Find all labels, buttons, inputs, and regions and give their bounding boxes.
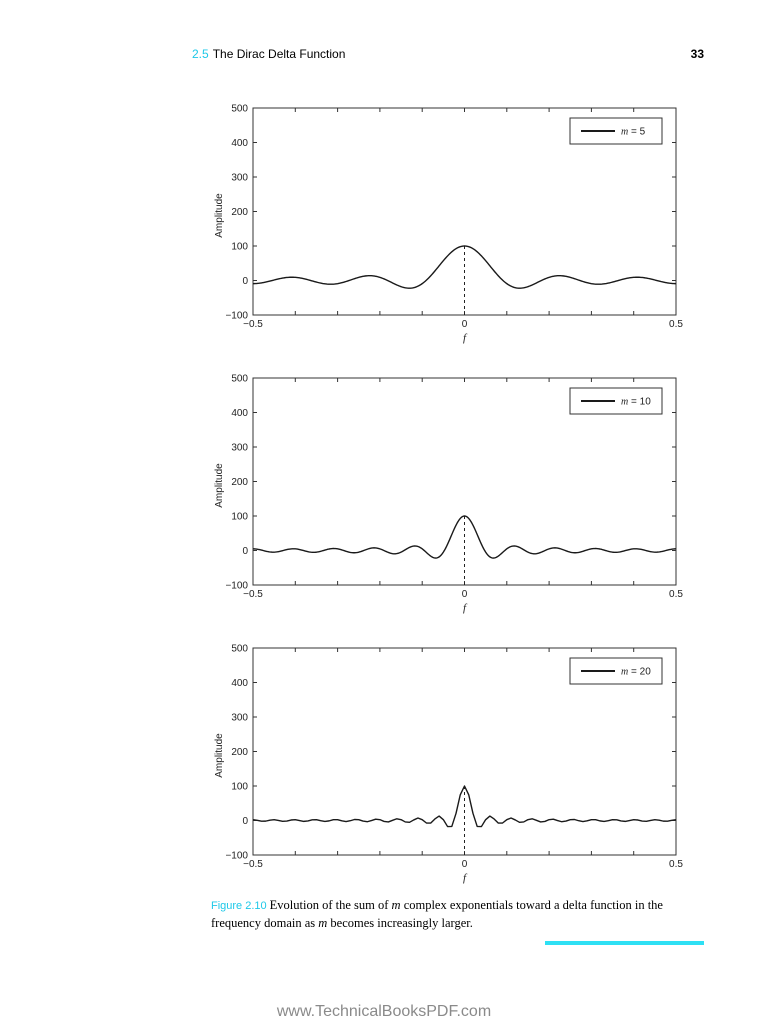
- section-title: The Dirac Delta Function: [212, 47, 346, 61]
- figure-caption: [211, 897, 691, 932]
- caption-text-3: becomes increasingly larger.: [327, 916, 473, 930]
- x-tick-label: 0: [461, 589, 468, 600]
- x-tick-label: −0.5: [243, 589, 263, 600]
- x-tick-label: 0: [461, 319, 468, 330]
- y-tick-label: 500: [231, 373, 248, 385]
- y-axis-label: Amplitude: [214, 463, 225, 508]
- y-tick-label: 100: [231, 241, 248, 253]
- x-tick-label: 0.5: [669, 589, 683, 600]
- chart-m10: [0, 370, 768, 625]
- x-tick-label: 0.5: [669, 319, 683, 330]
- caption-var-1: m: [391, 898, 401, 912]
- legend-var: m: [621, 126, 629, 138]
- figure-label: Figure 2.10: [211, 900, 267, 912]
- legend-value: = 20: [628, 666, 651, 678]
- accent-rule: [545, 941, 704, 945]
- caption-text-2: complex exponentials toward a delta function in the frequency domain as: [211, 898, 663, 930]
- page-number: 33: [690, 47, 704, 61]
- y-tick-label: 400: [231, 138, 248, 149]
- y-tick-label: 100: [231, 781, 248, 793]
- y-tick-label: 500: [231, 103, 248, 115]
- x-tick-label: −0.5: [243, 319, 263, 330]
- y-tick-label: −100: [225, 580, 248, 592]
- y-tick-label: 0: [242, 546, 248, 557]
- chart-m20: [0, 640, 768, 895]
- y-tick-label: −100: [225, 850, 248, 862]
- running-header: [192, 47, 704, 65]
- y-tick-label: 500: [231, 643, 248, 655]
- chart-m5: [0, 100, 768, 355]
- x-tick-label: −0.5: [243, 859, 263, 870]
- y-axis-label: Amplitude: [214, 193, 225, 238]
- y-tick-label: 200: [231, 477, 248, 488]
- x-axis-label: f: [462, 602, 467, 614]
- legend-value: = 10: [628, 396, 651, 408]
- y-tick-label: 300: [231, 172, 248, 184]
- y-tick-label: 0: [242, 816, 248, 827]
- y-tick-label: 300: [231, 712, 248, 724]
- caption-text-1: Evolution of the sum of: [269, 898, 392, 912]
- section-number: 2.5: [192, 47, 209, 61]
- caption-var-2: m: [318, 916, 328, 930]
- y-tick-label: −100: [225, 310, 248, 322]
- x-axis-label: f: [462, 332, 467, 344]
- x-tick-label: 0: [461, 859, 468, 870]
- x-axis-label: f: [462, 872, 467, 884]
- y-tick-label: 0: [242, 276, 248, 287]
- x-tick-label: 0.5: [669, 859, 683, 870]
- y-tick-label: 300: [231, 442, 248, 454]
- legend-label: [621, 397, 651, 408]
- y-axis-label: Amplitude: [214, 733, 225, 778]
- legend-value: = 5: [628, 126, 646, 138]
- legend-var: m: [621, 396, 629, 408]
- legend-var: m: [621, 666, 629, 678]
- y-tick-label: 400: [231, 678, 248, 689]
- watermark: www.TechnicalBooksPDF.com: [276, 1003, 492, 1020]
- legend-label: [621, 667, 651, 678]
- y-tick-label: 200: [231, 207, 248, 218]
- legend-label: [621, 127, 646, 138]
- y-tick-label: 400: [231, 408, 248, 419]
- y-tick-label: 200: [231, 747, 248, 758]
- y-tick-label: 100: [231, 511, 248, 523]
